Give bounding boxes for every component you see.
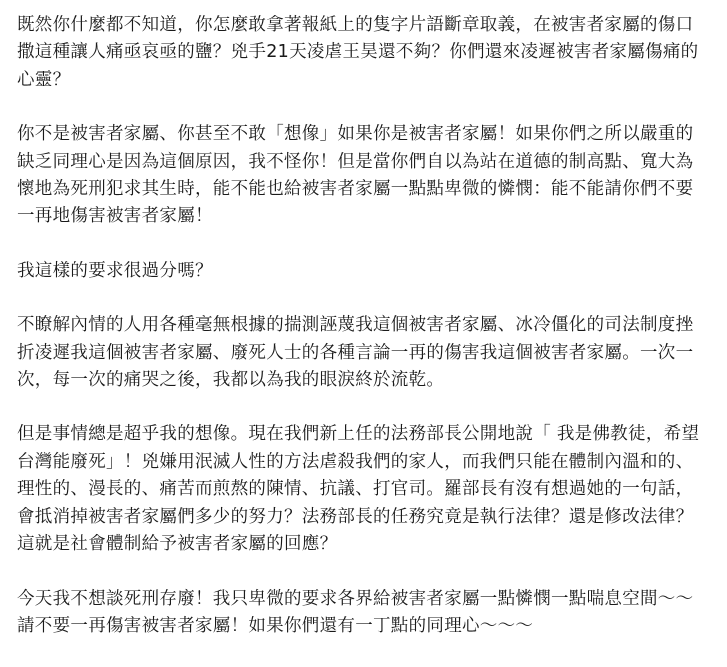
article-body: [17, 12, 717, 667]
paragraph-2: 你不是被害者家屬、你甚至不敢「想像」如果你是被害者家屬！如果你們之所以嚴重的 缺乏同理心是因為這個原因，我不怪你！但是當你們自以為站在道德的制高點、寬大為 懷地為死刑犯求其生時，能不能也給被害者家屬一點點卑微的憐憫：能不能請你們不要 一再地傷害被害者家屬！: [17, 124, 694, 227]
paragraph-4: 不瞭解內情的人用各種毫無根據的揣測誣蔑我這個被害者家屬、冰冷僵化的司法制度挫 折凌遲我這個被害者家屬、廢死人士的各種言論一再的傷害我這個被害者家屬。一次一 次，每一次的痛哭之後，我都以為我的眼淚終於流乾。: [17, 315, 694, 391]
paragraph-3: 我這樣的要求很過分嗎？: [17, 260, 213, 281]
paragraph-6: 今天我不想談死刑存廢！我只卑微的要求各界給被害者家屬一點憐憫一點喘息空間～～ 請不要一再傷害被害者家屬！如果你們還有一丁點的同理心～～～: [17, 588, 694, 636]
paragraph-5: 但是事情總是超乎我的想像。現在我們新上任的法務部長公開地說「 我是佛教徒，希望 台灣能廢死」！兇嫌用泯滅人性的方法虐殺我們的家人，而我們只能在體制內溫和的、 理性的、漫長的、痛苦而煎熬的陳情、抗議、打官司。羅部長有沒有想過她的一句話， 會抵消掉被害者家屬們多少的努力？法務部長的任務究竟是執行法律？還是修改法律？ 這就是社會體制給予被害者家屬的回應？: [17, 424, 700, 555]
paragraph-1: 既然你什麼都不知道，你怎麼敢拿著報紙上的隻字片語斷章取義，在被害者家屬的傷口 撒這種讓人痛亟哀亟的鹽？兇手21天凌虐王昊還不夠？你們還來凌遲被害者家屬傷痛的 心靈？: [17, 15, 699, 90]
